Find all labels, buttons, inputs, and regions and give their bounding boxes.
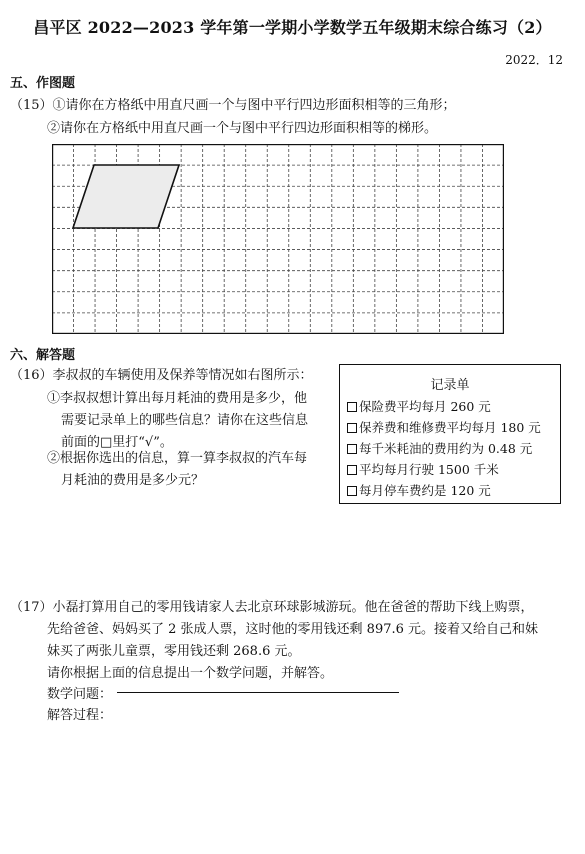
checkbox-maintenance[interactable] <box>347 423 357 433</box>
checkbox-parking[interactable] <box>347 486 357 496</box>
record-item-label: 每千米耗油的费用约为 0.48 元 <box>359 441 533 456</box>
record-item-label: 保险费平均每月 260 元 <box>359 399 491 414</box>
record-sheet <box>339 364 561 504</box>
record-item <box>347 439 532 457</box>
page-title: 昌平区 2022—2023 学年第一学期小学数学五年级期末综合练习（2） <box>33 18 552 37</box>
record-sheet-title: 记录单 <box>430 378 470 393</box>
question-16-part2-line2: 月耗油的费用是多少元？ <box>61 473 205 488</box>
math-question-label: 数学问题： <box>47 687 113 702</box>
question-16-part2-line1: ②根据你选出的信息，算一算李叔叔的汽车每 <box>47 451 308 466</box>
solution-label: 解答过程： <box>47 708 113 723</box>
question-15-line-2: ②请你在方格纸中用直尺画一个与图中平行四边形面积相等的梯形。 <box>47 121 438 136</box>
record-item-label: 每月停车费约是 120 元 <box>359 483 491 498</box>
checkbox-fuel-cost[interactable] <box>347 444 357 454</box>
math-question-answer-line[interactable] <box>117 691 399 693</box>
question-15-line-1: （15）①请你在方格纸中用直尺画一个与图中平行四边形面积相等的三角形； <box>10 98 456 113</box>
question-17-line-1: （17）小磊打算用自己的零用钱请家人去北京环球影城游玩。他在爸爸的帮助下线上购票， <box>10 600 534 615</box>
question-17-line-3: 妹买了两张儿童票，零用钱还剩 268.6 元。 <box>47 644 301 659</box>
question-17-line-2: 先给爸爸、妈妈买了 2 张成人票，这时他的零用钱还剩 897.6 元。接着又给自己和妹 <box>47 622 539 637</box>
section-heading-drawing: 五、作图题 <box>10 76 76 91</box>
question-16-part1-line2: 需要记录单上的哪些信息？请你在这些信息 <box>61 413 309 428</box>
question-17-line-4: 请你根据上面的信息提出一个数学问题，并解答。 <box>47 666 334 681</box>
checkbox-mileage[interactable] <box>347 465 357 475</box>
checkbox-insurance[interactable] <box>347 402 357 412</box>
record-item <box>347 460 499 478</box>
section-heading-problems: 六、解答题 <box>10 348 76 363</box>
record-item <box>347 418 541 436</box>
record-item-label: 平均每月行驶 1500 千米 <box>359 462 499 477</box>
exam-date: 2022．12 <box>505 53 563 67</box>
question-16-part1-line1: ①李叔叔想计算出每月耗油的费用是多少，他 <box>47 391 308 406</box>
record-item-label: 保养费和维修费平均每月 180 元 <box>359 420 541 435</box>
question-16-intro: （16）李叔叔的车辆使用及保养等情况如右图所示： <box>10 368 313 383</box>
parallelogram-shape <box>73 165 179 228</box>
grid-paper[interactable] <box>52 144 504 334</box>
record-item <box>347 397 491 415</box>
record-item <box>347 481 491 499</box>
grid-svg <box>52 144 504 334</box>
question-16-part1-line3: 前面的□里打“√”。 <box>61 435 173 450</box>
